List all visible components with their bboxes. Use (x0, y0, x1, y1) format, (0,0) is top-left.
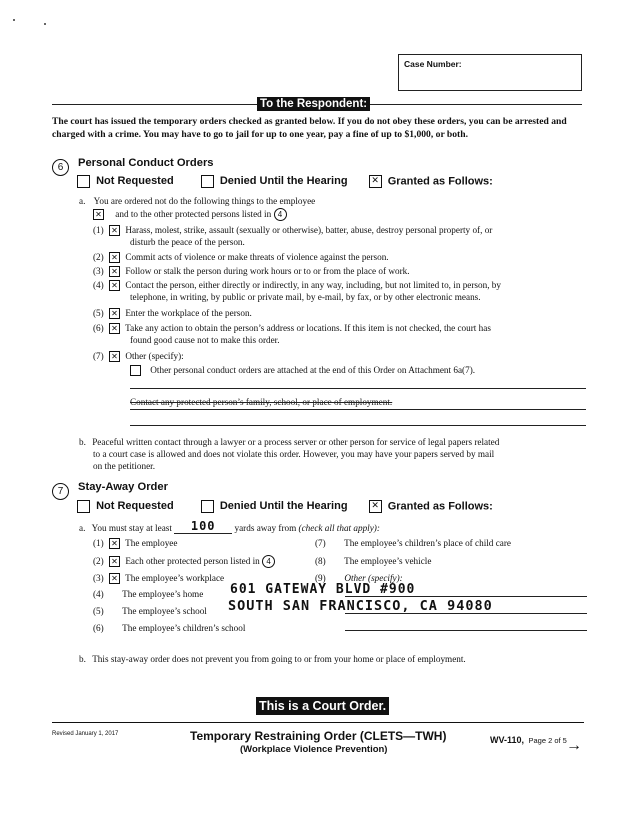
section-7a (79, 520, 380, 534)
item-number: (9) (315, 573, 326, 583)
item-text: The employee (125, 538, 178, 548)
granted-label: Granted as Follows: (387, 500, 493, 513)
section-6-options (77, 175, 493, 188)
item-number: (4) (93, 589, 104, 599)
ref-4-badge: 4 (262, 555, 275, 568)
footer-title: Temporary Restraining Order (CLETS—TWH) (190, 729, 447, 743)
item-checkbox[interactable]: ✕ (109, 556, 120, 567)
section-7b (79, 653, 466, 665)
item-letter-a: a. (79, 523, 86, 533)
other-specify-line-3 (345, 630, 587, 631)
stay-away-item-8 (315, 555, 431, 567)
item-checkbox[interactable]: ✕ (109, 538, 120, 549)
item-text-cont: found good cause not to make this order. (130, 335, 280, 346)
section-7-number-text: 7 (57, 486, 64, 497)
section-7a-post: yards away from (234, 523, 297, 533)
yards-value: 100 (190, 519, 216, 533)
handwritten-address-line1: 601 GATEWAY BLVD #900 (230, 582, 416, 597)
case-number-label: Case Number: (404, 59, 462, 69)
other-attachment-row (130, 364, 475, 376)
not-requested-checkbox[interactable] (77, 500, 90, 513)
item-number: (5) (93, 308, 104, 318)
section-6-number-text: 6 (57, 162, 64, 173)
item-text: The employee’s children’s school (122, 623, 246, 633)
item-number: (7) (315, 538, 326, 548)
item-letter-b: b. (79, 654, 86, 664)
item-text: Harass, molest, strike, assault (sexually or otherwise), batter, abuse, destroy personal property of, or (125, 225, 493, 235)
denied-checkbox[interactable] (201, 500, 214, 513)
footer-page: Page 2 of 5 (528, 736, 567, 745)
attachment-checkbox[interactable] (130, 365, 141, 376)
footer-rule (52, 722, 584, 723)
item-text: The employee’s workplace (125, 573, 225, 583)
stay-away-item-3 (93, 572, 224, 584)
section-6-item-5 (93, 307, 252, 319)
item-text-cont: disturb the peace of the person. (130, 237, 245, 248)
section-6b-line1: Peaceful written contact through a lawyer or a process server or other person for service of legal papers related (92, 437, 500, 447)
section-6-item-6 (93, 322, 588, 346)
court-order-banner: This is a Court Order. (256, 697, 389, 715)
item-text: Each other protected person listed in (125, 556, 260, 566)
stay-away-item-2 (93, 555, 275, 568)
next-page-arrow-icon[interactable]: → (566, 737, 582, 754)
warning-paragraph: The court has issued the temporary orders checked as granted below. If you do not obey these orders, you can be arrested and charged with a crime. You may have to go to jail for up to one year, pay a fine of up to $1,000, or both. (52, 116, 567, 140)
attachment-text: Other personal conduct orders are attached at the end of this Order on Attachment 6a(7). (150, 365, 476, 375)
item-number: (2) (93, 556, 104, 566)
section-7a-check: (check all that apply): (298, 523, 380, 533)
respondent-banner: To the Respondent: (257, 97, 370, 111)
item-text: Contact the person, either directly or indirectly, in any way, including, but not limited to, in person, by (125, 280, 501, 290)
item-number: (7) (93, 351, 104, 361)
section-6b (79, 436, 591, 472)
item-text-cont: telephone, in writing, by public or private mail, by e-mail, by fax, or by other electronic means. (130, 292, 481, 303)
item-checkbox[interactable]: ✕ (109, 323, 120, 334)
item-number: (8) (315, 556, 326, 566)
denied-checkbox[interactable] (201, 175, 214, 188)
section-7b-text: This stay-away order does not prevent you from going to or from your home or place of employment. (92, 654, 466, 664)
section-6-item-7 (93, 350, 184, 362)
granted-checkbox[interactable]: ✕ (369, 175, 382, 188)
item-number: (4) (93, 280, 104, 290)
case-number-box[interactable] (398, 54, 582, 91)
section-7-number (52, 483, 69, 500)
item-text: The employee’s school (122, 606, 207, 616)
item-number: (1) (93, 225, 104, 235)
item-number: (3) (93, 266, 104, 276)
section-6b-line2: to a court case is allowed and does not violate this order. However, you may have your papers served by mail (93, 449, 495, 459)
item-checkbox[interactable]: ✕ (109, 280, 120, 291)
footer-revised: Revised January 1, 2017 (52, 731, 119, 737)
item-number: (6) (93, 623, 104, 633)
item-letter-b: b. (79, 437, 86, 447)
item-checkbox[interactable]: ✕ (109, 225, 120, 236)
not-requested-checkbox[interactable] (77, 175, 90, 188)
item-text: Other (specify): (125, 351, 184, 361)
item-letter-a: a. (79, 196, 86, 206)
item-number: (5) (93, 606, 104, 616)
other-line-1 (130, 388, 586, 389)
item-checkbox[interactable]: ✕ (109, 252, 120, 263)
section-7-options (77, 500, 493, 513)
item-checkbox[interactable]: ✕ (109, 266, 120, 277)
struck-text: Contact any protected person’s family, school, or place of employment. (130, 397, 393, 407)
ref-4-badge: 4 (274, 208, 287, 221)
section-6a-sub (93, 208, 287, 221)
section-6a-text: You are ordered not do the following things to the employee (93, 196, 316, 206)
item-text: Other (specify): (344, 573, 403, 583)
section-6-item-1 (93, 224, 588, 248)
stay-away-item-4 (93, 588, 203, 600)
footer-subtitle: (Workplace Violence Prevention) (240, 744, 388, 755)
not-requested-label: Not Requested (96, 500, 174, 513)
item-text: Follow or stalk the person during work hours or to or from the place of work. (125, 266, 410, 276)
section-6-item-3 (93, 265, 410, 277)
section-7a-pre: You must stay at least (91, 523, 172, 533)
denied-label: Denied Until the Hearing (219, 175, 348, 188)
stray-mark (13, 19, 15, 21)
section-6a-sub-text: and to the other protected persons listed in (115, 209, 272, 219)
footer-form (490, 730, 567, 748)
item-checkbox[interactable]: ✕ (109, 573, 120, 584)
item-number: (1) (93, 538, 104, 548)
section-6-item-2 (93, 251, 389, 263)
denied-label: Denied Until the Hearing (219, 500, 348, 513)
item-text: Take any action to obtain the person’s address or locations. If this item is not checked, the court has (125, 323, 491, 333)
section-6a (79, 195, 589, 207)
other-specify-line-2 (345, 613, 587, 614)
section-7-title: Stay-Away Order (78, 481, 168, 493)
other-line-2 (130, 409, 586, 410)
item-checkbox[interactable]: ✕ (109, 351, 120, 362)
item-text: Enter the workplace of the person. (125, 308, 252, 318)
item-number: (3) (93, 573, 104, 583)
stay-away-item-6 (93, 622, 245, 634)
stay-away-item-1 (93, 537, 177, 549)
item-checkbox[interactable]: ✕ (109, 308, 120, 319)
item-text: The employee’s vehicle (344, 556, 432, 566)
not-requested-label: Not Requested (96, 175, 174, 188)
section-6-item-4 (93, 279, 588, 303)
section-6-number (52, 159, 69, 176)
handwritten-address-line2: SOUTH SAN FRANCISCO, CA 94080 (228, 598, 493, 614)
section-6b-line3: on the petitioner. (93, 461, 156, 471)
other-line-3 (130, 425, 586, 426)
item-text: The employee’s home (122, 589, 204, 599)
yards-field[interactable] (174, 520, 232, 534)
item-number: (2) (93, 252, 104, 262)
other-specify-line-1 (345, 596, 587, 597)
item-text: The employee’s children’s place of child care (344, 538, 511, 548)
protected-persons-checkbox[interactable]: ✕ (93, 209, 104, 220)
granted-label: Granted as Follows: (387, 175, 493, 188)
section-6-title: Personal Conduct Orders (78, 157, 214, 169)
item-text: Commit acts of violence or make threats of violence against the person. (125, 252, 389, 262)
stay-away-item-5 (93, 605, 207, 617)
granted-checkbox[interactable]: ✕ (369, 500, 382, 513)
stay-away-item-7 (315, 537, 511, 549)
stray-mark (44, 23, 46, 25)
item-number: (6) (93, 323, 104, 333)
footer-form-id: WV-110, (490, 735, 525, 745)
